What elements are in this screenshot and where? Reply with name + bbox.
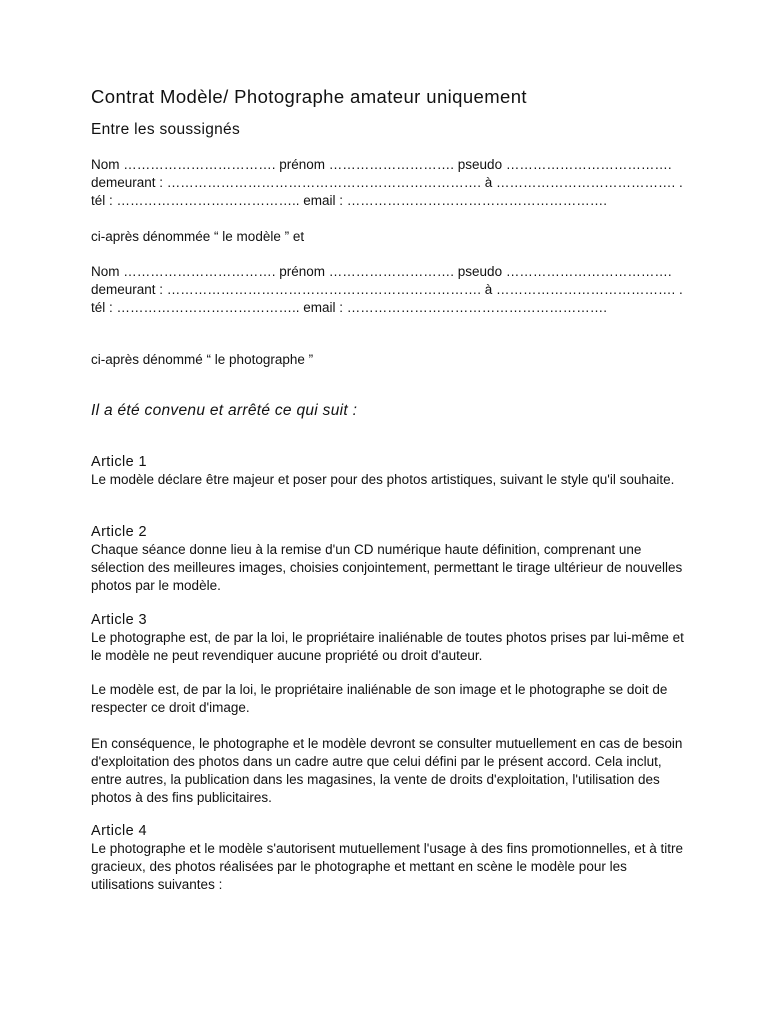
article-3-paragraph-3: En conséquence, le photographe et le modèle devront se consulter mutuellement en cas de besoin d'exploitation des photos dans un cadre autre que celui défini par le présent accord. Cela inclut, entre autres, la publication dans les magasines, la vente de droits d'exploitation, l'utilisation des photos à des fins publicitaires. [91, 736, 683, 805]
party-photographer-fields [91, 263, 683, 317]
article-2 [91, 523, 691, 595]
party-photographer-line-address: demeurant : ……………………………………………………………. à …………………………………. . [91, 282, 683, 297]
party-photographer-line-name: Nom ……………………………. prénom ………………………. pseudo ………………………………. [91, 264, 672, 279]
article-1 [91, 453, 691, 489]
article-4 [91, 822, 691, 894]
party-model-fields [91, 156, 683, 210]
agreement-heading: Il a été convenu et arrêté ce qui suit : [91, 402, 358, 419]
document-subtitle: Entre les soussignés [91, 121, 241, 138]
party-model-line-name: Nom ……………………………. prénom ………………………. pseudo ………………………………. [91, 157, 672, 172]
article-paragraph: Le photographe est, de par la loi, le propriétaire inaliénable de toutes photos prises par lui-même et le modèle ne peut revendiquer aucune propriété ou droit d'auteur. [91, 630, 684, 663]
article-3 [91, 611, 691, 665]
party-model-label: ci-après dénommée “ le modèle ” et [91, 229, 305, 244]
article-3-paragraph-2: Le modèle est, de par la loi, le propriétaire inaliénable de son image et le photographe se doit de respecter ce droit d'image. [91, 682, 668, 715]
document-title: Contrat Modèle/ Photographe amateur uniquement [91, 86, 527, 107]
article-heading: Article 4 [91, 823, 147, 839]
article-heading: Article 2 [91, 524, 147, 540]
article-heading: Article 3 [91, 612, 147, 628]
party-photographer-label: ci-après dénommé “ le photographe ” [91, 352, 314, 367]
party-photographer-line-contact: tél : ………………………………….. email : …………………………………………………. [91, 300, 608, 315]
party-model-line-contact: tél : ………………………………….. email : …………………………………………………. [91, 193, 608, 208]
article-paragraph: Le photographe et le modèle s'autorisent mutuellement l'usage à des fins promotionnelles, et à titre gracieux, des photos réalisées par le photographe et mettant en scène le modèle pour les utilisations suivantes : [91, 841, 684, 892]
article-paragraph: Chaque séance donne lieu à la remise d'un CD numérique haute définition, comprenant une sélection des meilleures images, choisies conjointement, permettant le tirage ultérieur de nouvelles photos par le modèle. [91, 542, 683, 593]
party-model-line-address: demeurant : ……………………………………………………………. à …………………………………. . [91, 175, 683, 190]
article-heading: Article 1 [91, 454, 147, 470]
article-paragraph: Le modèle déclare être majeur et poser pour des photos artistiques, suivant le style qu'il souhaite. [91, 472, 675, 487]
